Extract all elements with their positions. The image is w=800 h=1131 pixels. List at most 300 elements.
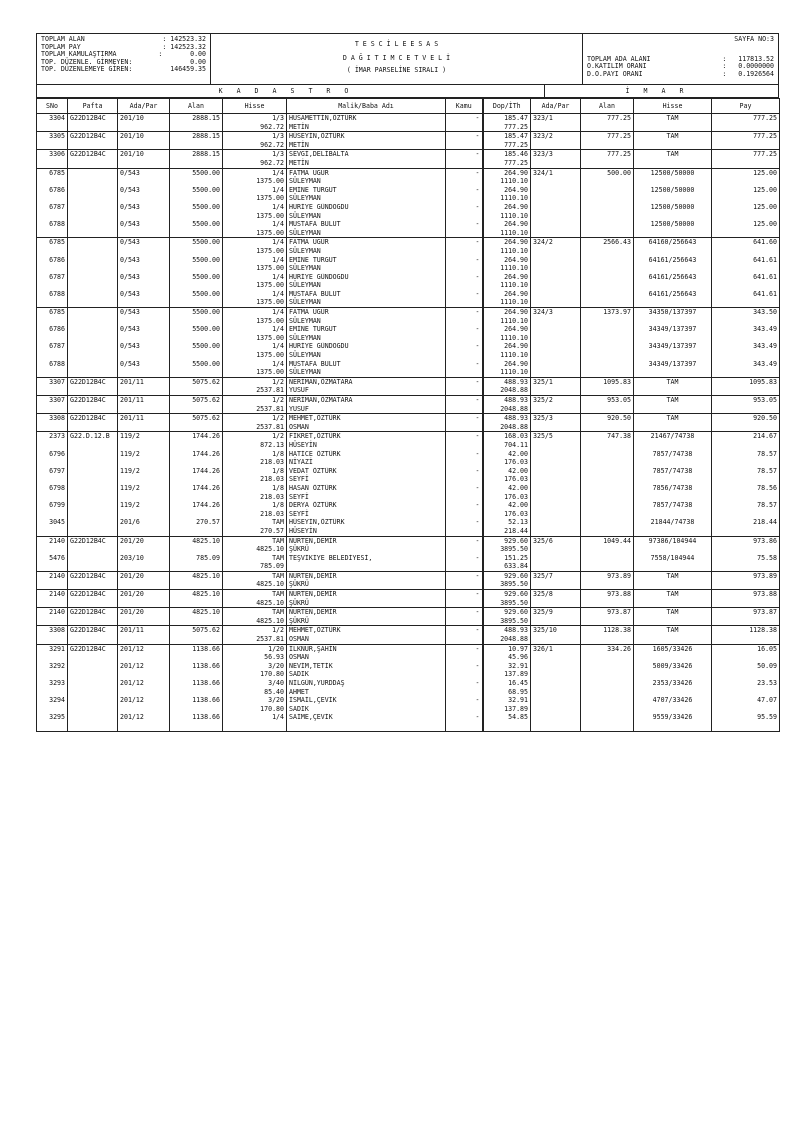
ratio-value: : 0.0000000 [722,62,774,71]
cell: 953.05 [712,396,780,414]
cell [223,571,287,589]
cell: 324/3 [531,308,581,326]
cell-line: HURİYE GÜNDOĞDU [289,342,349,351]
distribution-table [36,98,780,732]
cell-line: 1375.00 [256,246,284,255]
cell-line: 488.93 [504,626,528,635]
total-label: TOP. DÜZENLEMEYE GİREN: [41,65,133,74]
cell-line: 2048.88 [500,635,528,644]
cell-line: METİN [289,158,309,167]
table-row [37,168,780,186]
cell: TAM [634,626,712,644]
cell [68,168,118,186]
cell-line: HASAN ÖZTÜRK [289,483,337,492]
cell: 3308 [37,414,68,432]
cell [581,450,634,467]
cell: 5500.00 [170,238,223,256]
cell [223,554,287,572]
table-row [37,679,780,696]
cell [223,396,287,414]
column-header: Alan [581,99,634,114]
cell [287,290,446,308]
cell-line: OSMAN [289,653,309,662]
cell: 1095.83 [712,377,780,395]
cell [531,203,581,220]
cell [581,484,634,501]
cell-line: 1110.10 [500,228,528,237]
cell: 3305 [37,132,68,150]
cell: G22.D.12.B [68,432,118,450]
cell-line: 270.57 [260,526,284,535]
total-label: TOPLAM KAMULAŞTIRMA [41,50,117,59]
cell: 50.09 [712,662,780,679]
cell-line: NİYAZİ [289,458,313,467]
cell-line: EMİNE TURGUT [289,185,337,194]
cell-line: YUSUF [289,404,309,413]
cell [287,168,446,186]
cell: 3306 [37,150,68,168]
table-row [37,132,780,150]
cell [223,273,287,290]
cell-line: 264.90 [504,325,528,334]
cell: TAM [634,114,712,132]
cell [531,484,581,501]
cell-line: 1110.10 [500,194,528,203]
cell: - [446,518,483,536]
cell: 64161/256643 [634,290,712,308]
cell: G22D12B4C [68,150,118,168]
cell [483,220,531,238]
cell [287,501,446,518]
cell-line: 4825.10 [256,580,284,589]
cell: 201/20 [118,590,170,608]
title-block [211,34,583,84]
section-kadastro: KADASTRO [37,85,545,97]
cell-line: 16.45 [508,679,528,687]
cell [287,114,446,132]
cell: - [446,571,483,589]
cell: 119/2 [118,501,170,518]
cell [223,256,287,273]
cell-line: 872.13 [260,440,284,449]
cell: G22D12B4C [68,114,118,132]
cell-line: 4825.10 [256,598,284,607]
cell [531,290,581,308]
cell: TAM [634,414,712,432]
cell-line: 218.44 [504,526,528,535]
cell: 78.56 [712,484,780,501]
cell: - [446,696,483,713]
cell-line: 785.09 [260,562,284,571]
ratio-value: : 0.1926564 [722,69,774,78]
table-row [37,590,780,608]
cell [223,238,287,256]
cell-line: İSMAİL,ÇEVİK [289,696,337,705]
table-row [37,662,780,679]
cell: 973.88 [581,590,634,608]
cell: - [446,484,483,501]
cell: 201/12 [118,662,170,679]
cell: G22D12B4C [68,396,118,414]
cell-line: 1110.10 [500,298,528,307]
cell: - [446,203,483,220]
table-row [37,450,780,467]
cell: 3294 [37,696,68,713]
cell-line [289,562,443,571]
cell: 2353/33426 [634,679,712,696]
cell-line: 1/2 [272,432,284,441]
table-row [37,484,780,501]
cell-line: 2048.88 [500,386,528,395]
cell [223,308,287,326]
cell: 3307 [37,377,68,395]
cell-line: 2048.88 [500,422,528,431]
cell: 5075.62 [170,396,223,414]
cell [287,679,446,696]
cell: 6786 [37,325,68,342]
table-row [37,150,780,168]
cell: 201/10 [118,150,170,168]
cell [223,150,287,168]
cell-line: HÜSEYİN,ÖZTÜRK [289,518,345,527]
cell: 1744.26 [170,467,223,484]
cell-line: 488.93 [504,414,528,423]
cell: 973.87 [712,608,780,626]
cell: - [446,377,483,395]
cell [531,256,581,273]
cell: 1605/33426 [634,644,712,662]
cell [531,220,581,238]
cell-line: 1375.00 [256,281,284,290]
cell: 1138.66 [170,696,223,713]
cell [287,662,446,679]
cell-line: 1/2 [272,626,284,635]
cell: 4825.10 [170,536,223,554]
cell: 21844/74738 [634,518,712,536]
cell: 201/12 [118,644,170,662]
cell [223,325,287,342]
cell [287,450,446,467]
cell [483,256,531,273]
cell [531,186,581,203]
cell-line: 264.90 [504,272,528,281]
cell [483,342,531,359]
table-row [37,696,780,713]
cell: - [446,590,483,608]
cell-line: 151.25 [504,553,528,562]
cell: - [446,308,483,326]
cell: 777.25 [581,132,634,150]
cell-line: 488.93 [504,377,528,386]
column-header: Ada/Par [531,99,581,114]
cell [483,713,531,731]
cell-line: TAM [272,608,284,617]
cell: 1138.66 [170,644,223,662]
total-value: 146459.35 [166,65,206,74]
cell: - [446,467,483,484]
cell [287,414,446,432]
cell: - [446,414,483,432]
title-note: ( İMAR PARSELİNE SIRALI ) [346,66,447,74]
cell-line: 42.00 [508,483,528,492]
cell: 920.50 [712,414,780,432]
cell: - [446,186,483,203]
cell-line: TAM [272,553,284,562]
cell: 7558/104944 [634,554,712,572]
cell: 95.59 [712,713,780,731]
cell: 6785 [37,168,68,186]
cell: 777.25 [581,114,634,132]
cell [581,360,634,378]
cell-line: 1/4 [272,255,284,264]
cell-line: SÜLEYMAN [289,281,321,290]
cell: - [446,554,483,572]
cell: 3293 [37,679,68,696]
cell [483,536,531,554]
column-header: Pay [712,99,780,114]
cell: G22D12B4C [68,414,118,432]
cell-line: 42.00 [508,501,528,510]
cell: 75.58 [712,554,780,572]
cell: 325/1 [531,377,581,395]
cell: 119/2 [118,450,170,467]
cell: 325/2 [531,396,581,414]
cell-line: 1/4 [272,238,284,247]
column-header: Kamu [446,99,483,114]
cell [483,501,531,518]
cell: 201/20 [118,571,170,589]
table-row [37,608,780,626]
cell: 747.38 [581,432,634,450]
cell: 6788 [37,220,68,238]
column-header: Hisse [634,99,712,114]
cell-line: 1/2 [272,414,284,423]
cell: 641.61 [712,273,780,290]
cell-line: FİKRET,ÖZTÜRK [289,432,341,441]
cell-line: 1375.00 [256,194,284,203]
cell-line: 176.03 [504,509,528,518]
cell-line [486,722,529,731]
cell [581,467,634,484]
cell-line: 962.72 [260,140,284,149]
cell-line: 1/3 [272,114,284,122]
ratio-label: TOPLAM ADA ALANI [587,54,651,63]
cell-line: 32.91 [508,661,528,670]
cell: TAM [634,608,712,626]
cell: 5500.00 [170,360,223,378]
cell: 5500.00 [170,308,223,326]
cell [531,518,581,536]
table-row [37,518,780,536]
cell-line: 1110.10 [500,211,528,220]
cell: 201/20 [118,608,170,626]
cell-line: 1375.00 [256,316,284,325]
cell [223,590,287,608]
cell: 0/543 [118,220,170,238]
cell: 3308 [37,626,68,644]
cell-line: 10.97 [508,644,528,653]
cell: - [446,238,483,256]
cell: 5500.00 [170,256,223,273]
cell: 0/543 [118,342,170,359]
column-header: SNo [37,99,68,114]
table-row [37,342,780,359]
cell [483,518,531,536]
cell [223,484,287,501]
cell [531,501,581,518]
cell-line: 176.03 [504,492,528,501]
cell [581,696,634,713]
cell-line: 1110.10 [500,177,528,186]
cell [287,238,446,256]
cell-line: SÜLEYMAN [289,194,321,203]
cell-line: 3895.50 [500,616,528,625]
cell-line: 52.13 [508,518,528,527]
cell-line: EMİNE TURGUT [289,325,337,334]
cell-line: 488.93 [504,396,528,404]
column-header: Malik/Baba Adı [287,99,446,114]
cell-line: METİN [289,122,309,131]
cell-line: 1/8 [272,501,284,510]
table-row [37,325,780,342]
cell [483,679,531,696]
cell-line: 929.60 [504,536,528,545]
ratio-value: : 117813.52 [722,54,774,63]
title-main: T E S C İ L E E S A S [354,40,439,48]
cell [483,325,531,342]
cell-line: EMİNE TURGUT [289,255,337,264]
cell: - [446,396,483,414]
cell: 4825.10 [170,608,223,626]
cell: 325/8 [531,590,581,608]
cell [287,696,446,713]
cell [68,290,118,308]
cell-line: METİN [289,140,309,149]
table-row [37,360,780,378]
cell: 64161/256643 [634,273,712,290]
cell [581,273,634,290]
cell-line: ŞÜKRÜ [289,580,309,589]
cell: 953.05 [581,396,634,414]
cell-line: 1/8 [272,466,284,475]
cell: 343.49 [712,325,780,342]
cell [68,273,118,290]
cell [223,608,287,626]
cell-line: 3895.50 [500,545,528,554]
cell-line: 3/40 [268,679,284,687]
cell [287,132,446,150]
cell: 64160/256643 [634,238,712,256]
cell [581,662,634,679]
cell-line: 929.60 [504,571,528,580]
cell-line: SÜLEYMAN [289,264,321,273]
cell: 78.57 [712,467,780,484]
cell: 326/1 [531,644,581,662]
column-header-row [37,99,780,114]
cell-line: HÜSEYİN [289,440,317,449]
cell: 5500.00 [170,342,223,359]
cell [223,114,287,132]
cell: 6787 [37,203,68,220]
cell: 5500.00 [170,220,223,238]
cell: 125.00 [712,186,780,203]
cell: 201/12 [118,696,170,713]
cell [68,238,118,256]
cell-line: 3/20 [268,696,284,705]
cell: 1373.97 [581,308,634,326]
cell [483,150,531,168]
cell-line: 1/4 [272,289,284,298]
cell-line: MUSTAFA BULUT [289,220,341,229]
cell-line: NERİMAN,ÖZMATARA [289,377,353,386]
cell: G22D12B4C [68,536,118,554]
cell [68,308,118,326]
cell-line: SEYFİ [289,475,309,484]
total-label: TOPLAM ALAN [41,35,85,43]
cell: G22D12B4C [68,644,118,662]
cell [68,501,118,518]
cell: G22D12B4C [68,626,118,644]
cell-line: SEYFİ [289,509,309,518]
total-label: TOPLAM PAY [41,42,81,51]
total-row [41,66,206,74]
cell [531,273,581,290]
cell-line: 1/2 [272,396,284,404]
cell-line: SÜLEYMAN [289,333,321,342]
cell: 3307 [37,396,68,414]
cell [287,203,446,220]
cell: 7857/74738 [634,467,712,484]
cell [581,290,634,308]
cell [287,256,446,273]
cell [581,220,634,238]
cell-line: HÜSEYİN [289,526,317,535]
cell-line: 4825.10 [256,545,284,554]
table-row [37,536,780,554]
cell-line: SADIK [289,670,309,679]
cell [287,342,446,359]
cell: 1744.26 [170,432,223,450]
cell: 270.57 [170,518,223,536]
table-row [37,238,780,256]
cell-line: 1110.10 [500,351,528,360]
cell: 5500.00 [170,203,223,220]
cell-line: 2537.81 [256,422,284,431]
cell [68,186,118,203]
cell: 34349/137397 [634,342,712,359]
cell: - [446,325,483,342]
cell [68,450,118,467]
cell-line: 962.72 [260,122,284,131]
table-row [37,290,780,308]
cell [531,467,581,484]
cell-line: NURTEN,DEMİR [289,590,337,599]
cell [531,696,581,713]
cell [483,626,531,644]
cell-line: 137.89 [504,704,528,713]
cell [287,360,446,378]
cell [287,626,446,644]
cell [483,484,531,501]
cell-line: TAM [272,590,284,599]
cell: 201/11 [118,626,170,644]
cell-line: 264.90 [504,220,528,229]
cell: - [446,450,483,467]
column-header: Alan [170,99,223,114]
cell: TAM [634,150,712,168]
cell: 1744.26 [170,501,223,518]
cell-line: 2048.88 [500,404,528,413]
